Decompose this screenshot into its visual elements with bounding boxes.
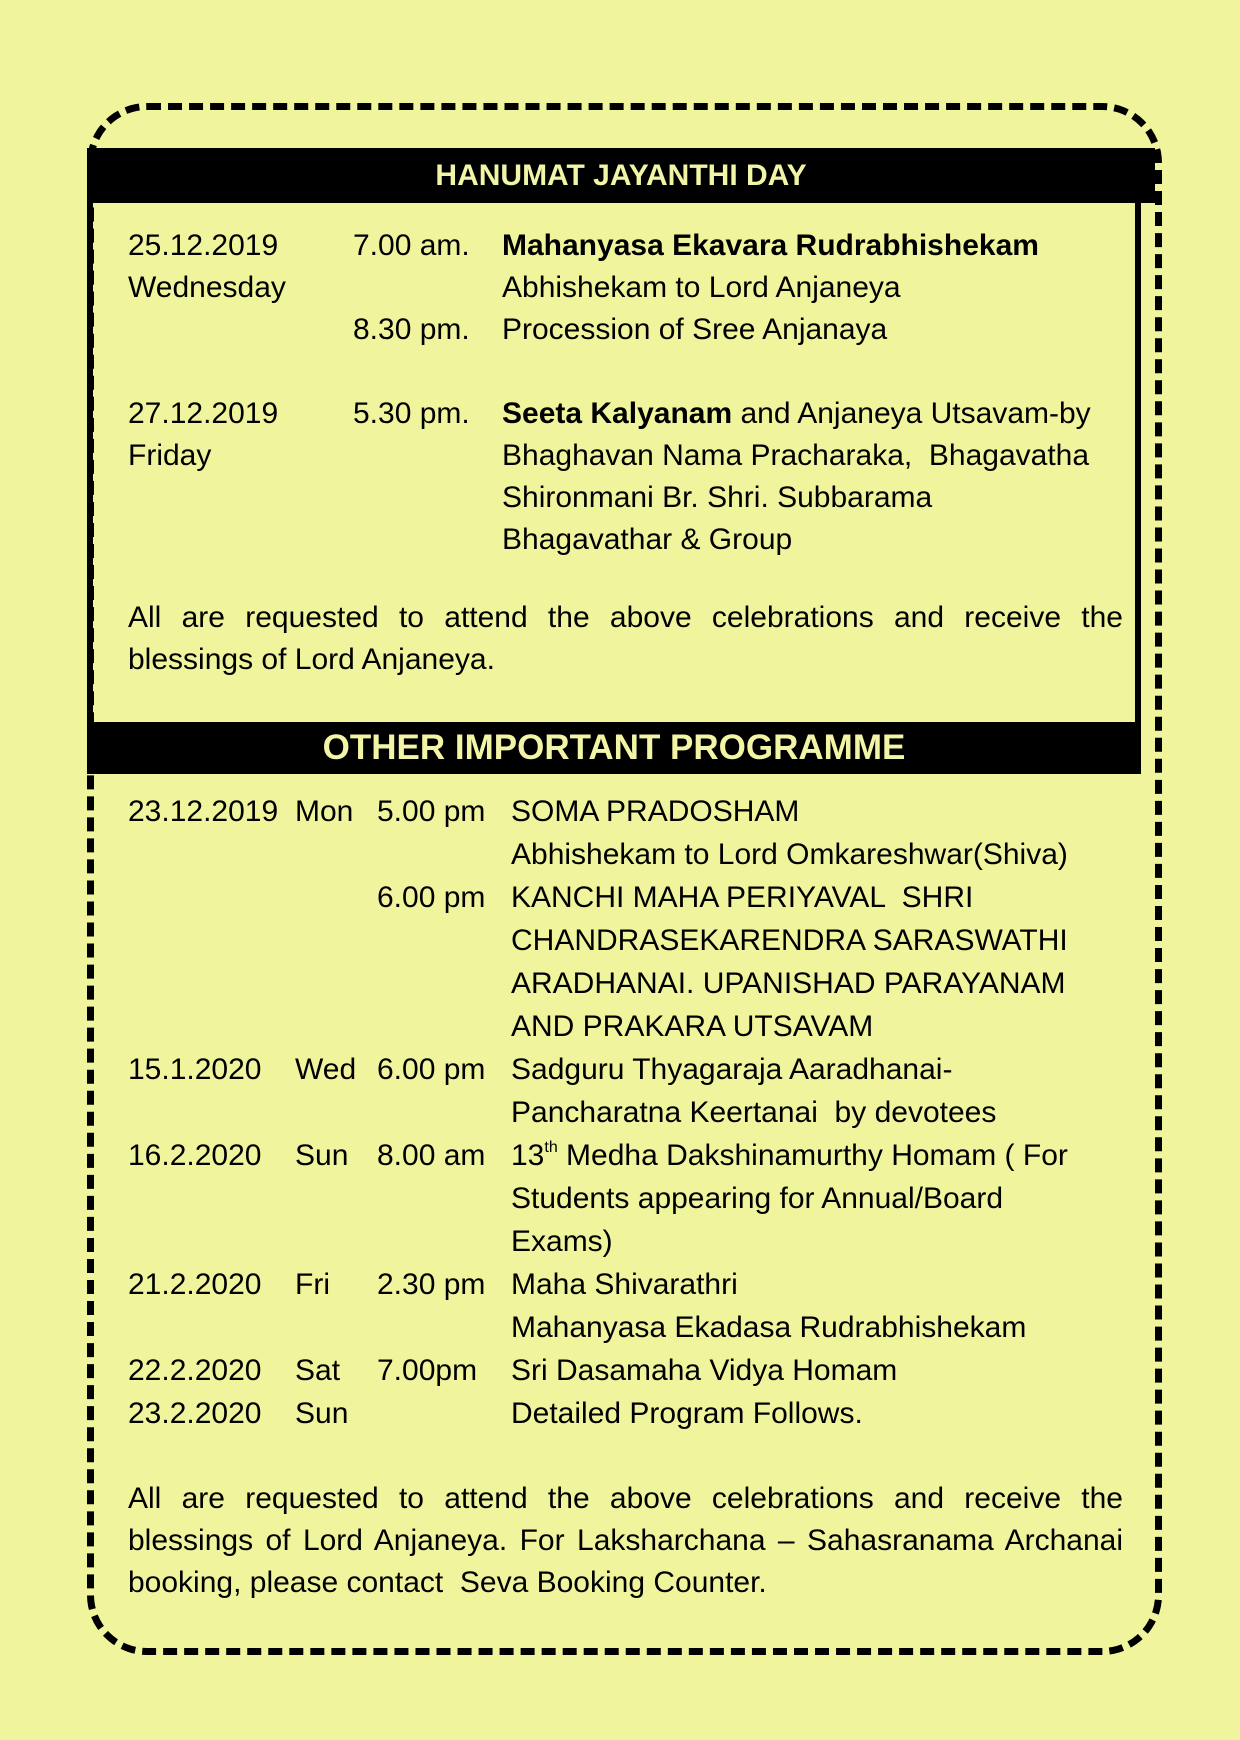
event-day: Sun — [295, 1397, 349, 1430]
event-day: Sat — [295, 1354, 341, 1387]
schedule-line — [0, 477, 1240, 519]
event-title: Mahanyasa Ekavara Rudrabhishekam — [502, 229, 1039, 262]
event-day: Sun — [295, 1139, 349, 1172]
event-description: Pancharatna Keertanai by devotees — [511, 1096, 997, 1129]
event-time: 5.00 pm — [377, 795, 486, 828]
programme-note — [128, 1478, 1123, 1604]
event-description: Bhaghavan Nama Pracharaka, Bhagavatha — [502, 439, 1090, 472]
event-description: Mahanyasa Ekadasa Rudrabhishekam — [511, 1311, 1027, 1344]
event-description: KANCHI MAHA PERIYAVAL SHRI — [511, 881, 974, 914]
hanumat-note — [128, 597, 1123, 681]
event-description-text: Medha Dakshinamurthy Homam ( For — [557, 1139, 1068, 1172]
event-day: Wednesday — [128, 271, 286, 304]
event-description: Maha Shivarathri — [511, 1268, 738, 1301]
event-description: AND PRAKARA UTSAVAM — [511, 1010, 874, 1043]
schedule-line — [0, 1220, 1240, 1263]
event-time: 8.30 pm. — [353, 313, 470, 346]
event-description: Procession of Sree Anjanaya — [502, 313, 888, 346]
event-description: Sadguru Thyagaraja Aaradhanai- — [511, 1053, 953, 1086]
event-description: Abhishekam to Lord Anjaneya — [502, 271, 901, 304]
schedule-line — [0, 1177, 1240, 1220]
event-title-rest: and Anjaneya Utsavam-by — [732, 397, 1091, 430]
event-day: Wed — [295, 1053, 357, 1086]
schedule-line — [0, 919, 1240, 962]
schedule-line — [0, 1134, 1240, 1177]
schedule-line — [0, 1392, 1240, 1435]
schedule-line — [0, 1263, 1240, 1306]
schedule-line — [0, 790, 1240, 833]
event-description: CHANDRASEKARENDRA SARASWATHI — [511, 924, 1068, 957]
schedule-line — [0, 309, 1240, 351]
event-time: 6.00 pm — [377, 1053, 486, 1086]
event-date: 16.2.2020 — [128, 1139, 262, 1172]
note-line: booking, please contact Seva Booking Counter. — [128, 1566, 767, 1599]
event-description: Sri Dasamaha Vidya Homam — [511, 1354, 898, 1387]
event-description — [511, 1134, 1068, 1177]
event-description: Abhishekam to Lord Omkareshwar(Shiva) — [511, 838, 1068, 871]
schedule-line — [0, 225, 1240, 267]
event-description: Shironmani Br. Shri. Subbarama — [502, 481, 933, 514]
schedule-line — [0, 267, 1240, 309]
event-time: 5.30 pm. — [353, 397, 470, 430]
event-description: Bhagavathar & Group — [502, 523, 793, 556]
hanumat-jayanthi-heading: HANUMAT JAYANTHI DAY — [87, 148, 1155, 203]
event-time: 6.00 pm — [377, 881, 486, 914]
schedule-line — [0, 519, 1240, 561]
event-day: Friday — [128, 439, 212, 472]
event-date: 23.2.2020 — [128, 1397, 262, 1430]
event-time: 7.00 am. — [353, 229, 470, 262]
event-description: Detailed Program Follows. — [511, 1397, 863, 1430]
schedule-line — [0, 833, 1240, 876]
event-time: 2.30 pm — [377, 1268, 486, 1301]
schedule-line — [0, 1091, 1240, 1134]
event-day: Fri — [295, 1268, 330, 1301]
other-programme-heading: OTHER IMPORTANT PROGRAMME — [87, 722, 1141, 774]
schedule-line — [0, 435, 1240, 477]
schedule-line — [0, 393, 1240, 435]
schedule-line — [0, 1306, 1240, 1349]
event-date: 21.2.2020 — [128, 1268, 262, 1301]
event-description — [502, 393, 1091, 435]
note-line: All are requested to attend the above celebrations and receive the — [128, 1482, 1123, 1515]
event-description: Exams) — [511, 1225, 613, 1258]
event-description: Students appearing for Annual/Board — [511, 1182, 1004, 1215]
schedule-spacer — [0, 351, 1240, 393]
event-title: Seeta Kalyanam — [502, 397, 733, 430]
event-date: 25.12.2019 — [128, 229, 279, 262]
ordinal-suffix: th — [544, 1139, 558, 1156]
schedule-line — [0, 1048, 1240, 1091]
event-day: Mon — [295, 795, 354, 828]
event-date: 15.1.2020 — [128, 1053, 262, 1086]
schedule-line — [0, 876, 1240, 919]
event-date: 27.12.2019 — [128, 397, 279, 430]
event-time: 7.00pm — [377, 1354, 478, 1387]
ordinal-number: 13 — [511, 1139, 545, 1172]
note-line: All are requested to attend the above celebrations and receive the — [128, 601, 1123, 634]
event-date: 22.2.2020 — [128, 1354, 262, 1387]
note-line: blessings of Lord Anjaneya. — [128, 643, 495, 676]
event-description: SOMA PRADOSHAM — [511, 795, 800, 828]
hanumat-schedule — [0, 225, 1240, 561]
event-time: 8.00 am — [377, 1139, 486, 1172]
schedule-line — [0, 1349, 1240, 1392]
event-date: 23.12.2019 — [128, 795, 279, 828]
programme-schedule — [0, 790, 1240, 1435]
schedule-line — [0, 1005, 1240, 1048]
note-line: blessings of Lord Anjaneya. For Laksharchana – Sahasranama Archanai — [128, 1524, 1123, 1557]
schedule-line — [0, 962, 1240, 1005]
event-description: ARADHANAI. UPANISHAD PARAYANAM — [511, 967, 1066, 1000]
